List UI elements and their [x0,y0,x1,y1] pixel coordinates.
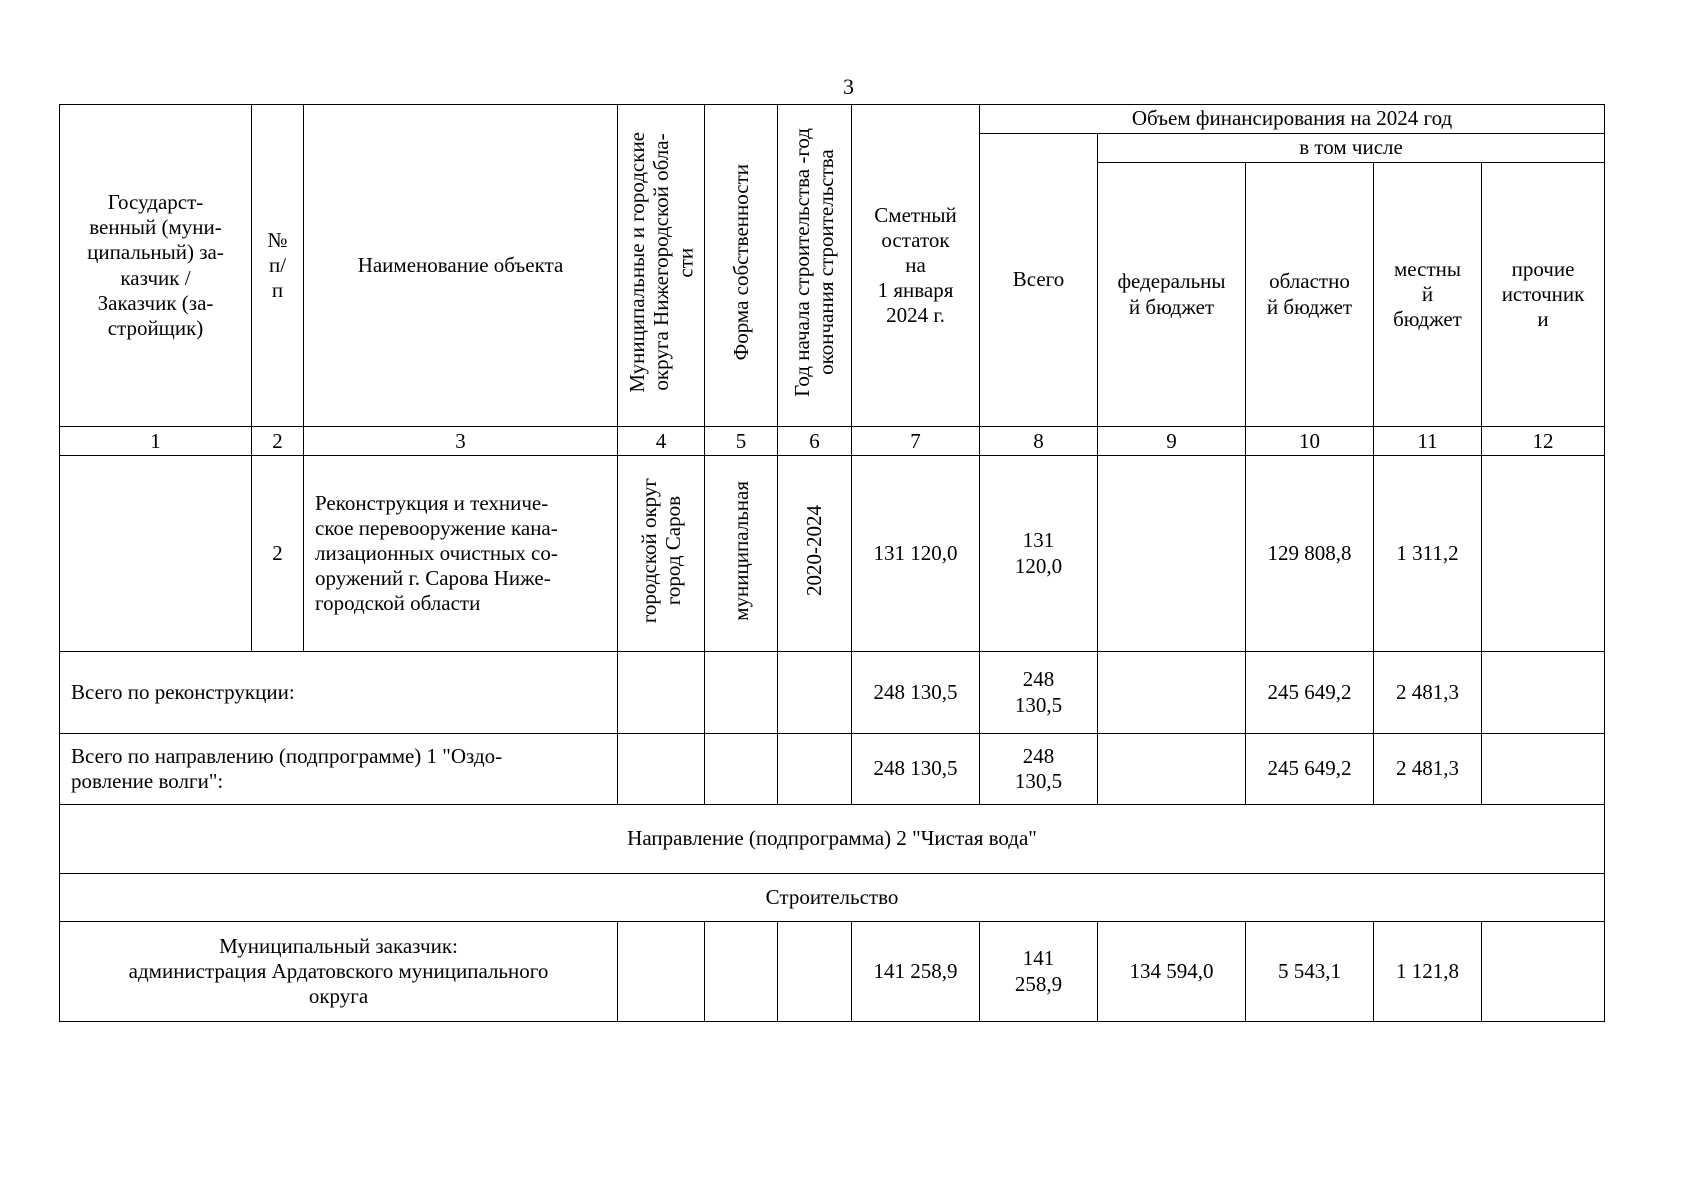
page-number: 3 [843,74,854,99]
column-number: 1 [60,427,252,456]
cell-empty [618,652,705,734]
cell-other [1482,456,1605,652]
cell-empty [778,734,852,805]
cell-object-name: Реконструкция и техниче- ское перевооружение кана- лизационных очистных со- оружений г. Сарова Ниже- городской области [304,456,618,652]
cell-regional: 245 649,2 [1246,734,1374,805]
column-number: 4 [618,427,705,456]
cell-other [1482,652,1605,734]
cell-local: 2 481,3 [1374,734,1482,805]
cell-reconstruction-label: Всего по реконструкции: [60,652,618,734]
cell-balance: 248 130,5 [852,652,980,734]
column-number: 8 [980,427,1098,456]
cell-direction-label: Всего по направлению (подпрограмме) 1 "Оздо- ровление волги": [60,734,618,805]
cell-empty [778,922,852,1022]
cell-empty [705,652,778,734]
table-row-object [60,456,1605,652]
table-row-section-construction [60,874,1605,922]
cell-total: 141 258,9 [980,922,1098,1022]
cell-balance: 248 130,5 [852,734,980,805]
section-heading-construction: Строительство [60,874,1605,922]
cell-other [1482,922,1605,1022]
header-ownership: Форма собственности [705,105,778,427]
header-customer: Государст- венный (муни- ципальный) за- казчик / Заказчик (за- стройщик) [60,105,252,427]
cell-federal [1098,734,1246,805]
table-row-section-direction-2 [60,805,1605,874]
cell-federal [1098,456,1246,652]
cell-total: 131 120,0 [980,456,1098,652]
cell-balance: 131 120,0 [852,456,980,652]
cell-federal [1098,652,1246,734]
cell-regional: 5 543,1 [1246,922,1374,1022]
header-municipality: Муниципальные и городские округа Нижегородской обла- сти [618,105,705,427]
cell-empty [778,652,852,734]
header-years: Год начала строительства -год окончания строительства [778,105,852,427]
table-row-customer [60,922,1605,1022]
cell-empty [705,734,778,805]
cell-regional: 129 808,8 [1246,456,1374,652]
cell-balance: 141 258,9 [852,922,980,1022]
header-local: местны й бюджет [1374,163,1482,427]
header-regional: областно й бюджет [1246,163,1374,427]
column-number: 11 [1374,427,1482,456]
header-including: в том числе [1098,134,1605,163]
column-number: 10 [1246,427,1374,456]
cell-number: 2 [252,456,304,652]
cell-empty [618,922,705,1022]
table-row-direction-total [60,734,1605,805]
column-number: 2 [252,427,304,456]
cell-municipality: городской округ город Саров [618,456,705,652]
header-total: Всего [980,134,1098,427]
cell-years: 2020-2024 [778,456,852,652]
table-row-reconstruction-total [60,652,1605,734]
column-number: 3 [304,427,618,456]
cell-local: 1 311,2 [1374,456,1482,652]
column-number: 9 [1098,427,1246,456]
column-number: 7 [852,427,980,456]
financing-table [59,104,1605,1022]
column-number: 6 [778,427,852,456]
cell-empty [618,734,705,805]
header-funding-title: Объем финансирования на 2024 год [980,105,1605,134]
cell-regional: 245 649,2 [1246,652,1374,734]
cell-total: 248 130,5 [980,734,1098,805]
cell-ownership: муниципальная [705,456,778,652]
cell-local: 2 481,3 [1374,652,1482,734]
cell-empty [705,922,778,1022]
cell-local: 1 121,8 [1374,922,1482,1022]
cell-customer-label: Муниципальный заказчик: администрация Ардатовского муниципального округа [60,922,618,1022]
header-balance: Сметный остаток на 1 января 2024 г. [852,105,980,427]
column-number: 5 [705,427,778,456]
cell-customer-empty [60,456,252,652]
header-number: № п/ п [252,105,304,427]
header-federal: федеральны й бюджет [1098,163,1246,427]
cell-total: 248 130,5 [980,652,1098,734]
column-number-row [60,427,1605,456]
section-heading-direction-2: Направление (подпрограмма) 2 "Чистая вода" [60,805,1605,874]
header-object-name: Наименование объекта [304,105,618,427]
header-other: прочие источник и [1482,163,1605,427]
cell-other [1482,734,1605,805]
column-number: 12 [1482,427,1605,456]
cell-federal: 134 594,0 [1098,922,1246,1022]
